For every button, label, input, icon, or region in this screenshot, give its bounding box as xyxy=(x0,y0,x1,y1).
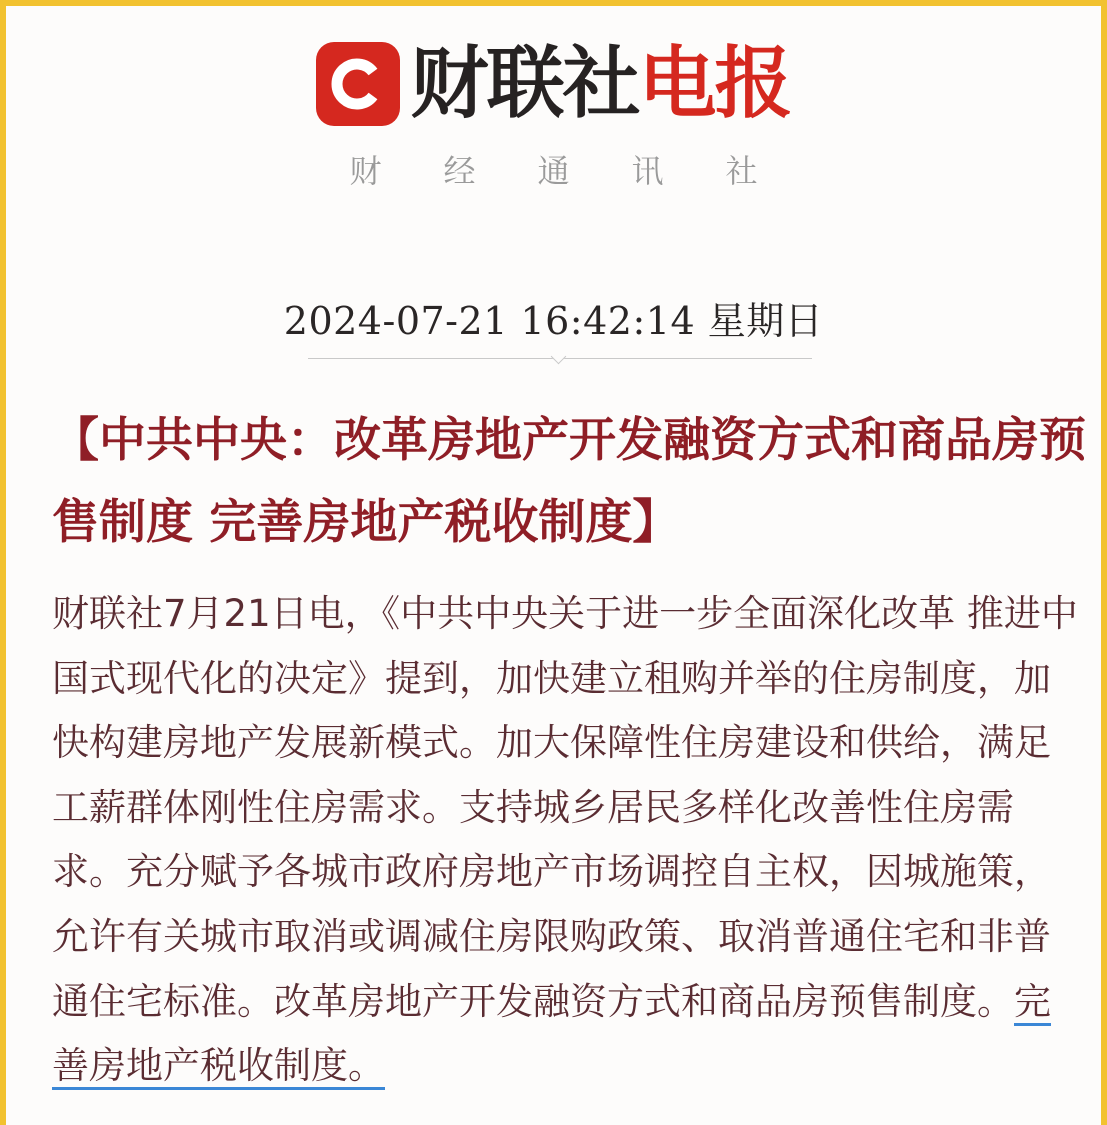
article-body xyxy=(52,582,1080,1099)
brand-header xyxy=(6,38,1101,130)
brand-tagline: 财经通讯社 xyxy=(349,152,820,190)
article-body-highlight: 完善房地产税收制度。 xyxy=(52,980,1051,1091)
divider-notch xyxy=(551,349,567,365)
brand-accent: 电报 xyxy=(638,39,791,129)
article-body-main: 财联社7月21日电，《中共中央关于进一步全面深化改革 推进中国式现代化的决定》提到，加快建立租购并举的住房制度，加快构建房地产发展新模式。加大保障性住房建设和供给，满足工薪群体刚性住房需求。支持城乡居民多样化改善性住房需求。充分赋予各城市政府房地产市场调控自主权，因城施策，允许有关城市取消或调减住房限购政策、取消普通住宅和非普通住宅标准。改革房地产开发融资方式和商品房预售制度。 xyxy=(52,592,1078,1023)
cls-logo-icon xyxy=(316,42,400,126)
article-headline: 【中共中央：改革房地产开发融资方式和商品房预售制度 完善房地产税收制度】 xyxy=(52,413,1086,550)
publish-datetime: 2024-07-21 16:42:14 星期日 xyxy=(283,299,824,343)
article-card xyxy=(6,6,1101,1125)
brand-name: 财联社 xyxy=(410,39,639,129)
